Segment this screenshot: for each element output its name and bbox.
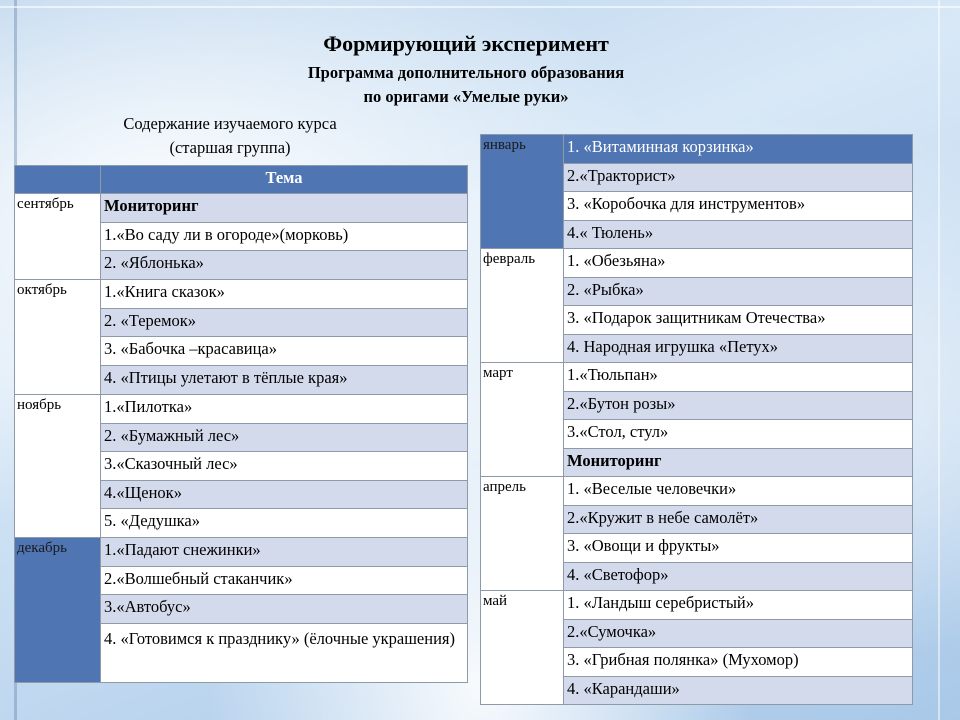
theme-cell: 5. «Дедушка» bbox=[101, 509, 468, 538]
theme-cell: 1. «Витаминная корзинка» bbox=[564, 135, 913, 164]
theme-cell: 3. «Грибная полянка» (Мухомор) bbox=[564, 648, 913, 677]
header-month-cell bbox=[15, 166, 101, 194]
theme-cell: 2. «Рыбка» bbox=[564, 278, 913, 306]
theme-cell: 2. «Бумажный лес» bbox=[101, 424, 468, 452]
theme-cell: 3. «Бабочка –красавица» bbox=[101, 337, 468, 366]
month-november: ноябрь bbox=[15, 395, 101, 538]
table-row bbox=[15, 395, 468, 424]
program-name: по оригами «Умелые руки» bbox=[363, 87, 569, 106]
background-frame-line bbox=[938, 0, 940, 720]
month-may: май bbox=[481, 591, 564, 705]
theme-cell: 2.«Сумочка» bbox=[564, 620, 913, 648]
theme-cell: 1. «Обезьяна» bbox=[564, 249, 913, 278]
page-title: Формирующий эксперимент bbox=[323, 31, 609, 56]
theme-cell: 1.«Во саду ли в огороде»(морковь) bbox=[101, 223, 468, 251]
theme-cell: 4.«Щенок» bbox=[101, 481, 468, 509]
theme-cell: 2. «Яблонька» bbox=[101, 251, 468, 280]
theme-cell: 1.«Пилотка» bbox=[101, 395, 468, 424]
background-frame-line bbox=[0, 6, 960, 8]
month-march: март bbox=[481, 363, 564, 477]
theme-cell: 4. «Светофор» bbox=[564, 563, 913, 591]
group-caption: (старшая группа) bbox=[169, 138, 291, 157]
theme-cell: Мониторинг bbox=[101, 194, 468, 223]
theme-cell: 4. «Птицы улетают в тёплые края» bbox=[101, 366, 468, 395]
theme-cell: 1.«Падают снежинки» bbox=[101, 538, 468, 567]
theme-cell: 2.«Бутон розы» bbox=[564, 392, 913, 420]
theme-cell: 3. «Коробочка для инструментов» bbox=[564, 192, 913, 221]
theme-cell: 3.«Сказочный лес» bbox=[101, 452, 468, 481]
theme-cell: 2.«Волшебный стаканчик» bbox=[101, 567, 468, 595]
left-schedule-table bbox=[14, 165, 468, 683]
table-header-row bbox=[15, 166, 468, 194]
table-row bbox=[481, 363, 913, 392]
program-title: Программа дополнительного образования bbox=[307, 63, 625, 82]
theme-cell: 1. «Веселые человечки» bbox=[564, 477, 913, 506]
theme-cell: 2.«Кружит в небе самолёт» bbox=[564, 506, 913, 534]
month-december: декабрь bbox=[15, 538, 101, 683]
table-row bbox=[15, 194, 468, 223]
course-caption: Содержание изучаемого курса bbox=[123, 114, 337, 133]
theme-cell: 4. «Готовимся к празднику» (ёлочные украшения) bbox=[101, 624, 468, 683]
table-row bbox=[481, 135, 913, 164]
theme-cell: Мониторинг bbox=[564, 449, 913, 477]
theme-cell: 3. «Овощи и фрукты» bbox=[564, 534, 913, 563]
table-row bbox=[481, 591, 913, 620]
theme-cell: 3.«Стол, стул» bbox=[564, 420, 913, 449]
theme-cell: 4.« Тюлень» bbox=[564, 221, 913, 249]
month-october: октябрь bbox=[15, 280, 101, 395]
month-february: февраль bbox=[481, 249, 564, 363]
table-row bbox=[15, 280, 468, 309]
right-schedule-table bbox=[480, 134, 913, 705]
theme-cell: 2. «Теремок» bbox=[101, 309, 468, 337]
month-september: сентябрь bbox=[15, 194, 101, 280]
table-row bbox=[481, 477, 913, 506]
theme-cell: 2.«Тракторист» bbox=[564, 164, 913, 192]
theme-cell: 1.«Книга сказок» bbox=[101, 280, 468, 309]
table-row bbox=[15, 538, 468, 567]
theme-cell: 3. «Подарок защитникам Отечества» bbox=[564, 306, 913, 335]
theme-cell: 4. Народная игрушка «Петух» bbox=[564, 335, 913, 363]
month-april: апрель bbox=[481, 477, 564, 591]
header-theme-cell: Тема bbox=[101, 166, 468, 194]
theme-cell: 4. «Карандаши» bbox=[564, 677, 913, 705]
theme-cell: 1. «Ландыш серебристый» bbox=[564, 591, 913, 620]
theme-cell: 1.«Тюльпан» bbox=[564, 363, 913, 392]
theme-cell: 3.«Автобус» bbox=[101, 595, 468, 624]
month-january: январь bbox=[481, 135, 564, 249]
table-row bbox=[481, 249, 913, 278]
